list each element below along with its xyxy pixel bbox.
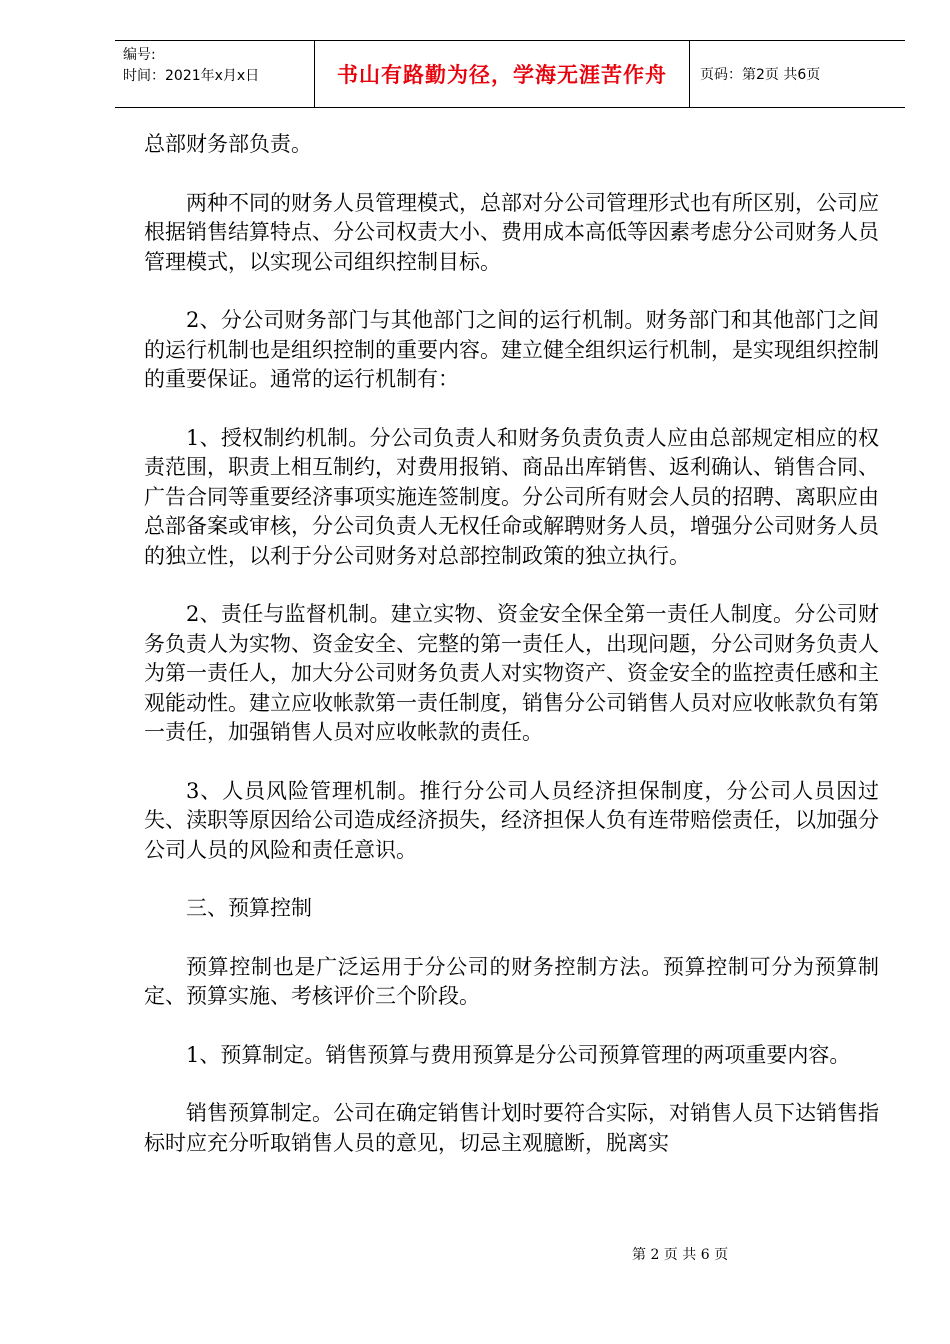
number-label: 编号: — [123, 47, 156, 63]
body-paragraph: 三、预算控制 — [186, 896, 312, 920]
header-motto: 书山有路勤为径，学海无涯苦作舟 — [315, 41, 690, 107]
time-label: 时间：2021年x月x日 — [123, 68, 260, 84]
header-meta — [115, 41, 315, 107]
body-paragraph: 销售预算制定。公司在确定销售计划时要符合实际，对销售人员下达销售指标时应充分听取销售人员的意见，切忌主观臆断，脱离实 — [144, 1101, 879, 1155]
body-paragraph: 预算控制也是广泛运用于分公司的财务控制方法。预算控制可分为预算制定、预算实施、考核评价三个阶段。 — [144, 954, 879, 1008]
body-paragraph: 1、授权制约机制。分公司负责人和财务负责负责人应由总部规定相应的权责范围，职责上相互制约，对费用报销、商品出库销售、返利确认、销售合同、广告合同等重要经济事项实施连签制度。分公司所有财会人员的招聘、离职应由总部备案或审核，分公司负责人无权任命或解聘财务人员，增强分公司财务人员的独立性，以利于分公司财务对总部控制政策的独立执行。 — [144, 425, 879, 568]
header-page-info: 页码：第2页 共6页 — [700, 67, 821, 83]
body-paragraph: 1、预算制定。销售预算与费用预算是分公司预算管理的两项重要内容。 — [186, 1042, 851, 1067]
body-paragraph: 2、责任与监督机制。建立实物、资金安全保全第一责任人制度。分公司财务负责人为实物、资金安全、完整的第一责任人，出现问题，分公司财务负责人为第一责任人，加大分公司财务负责人对实物资产、资金安全的监控责任感和主观能动性。建立应收帐款第一责任制度，销售分公司销售人员对应收帐款负有第一责任，加强销售人员对应收帐款的责任。 — [144, 602, 879, 744]
body-paragraph: 3、人员风险管理机制。推行分公司人员经济担保制度，分公司人员因过失、渎职等原因给公司造成经济损失，经济担保人负有连带赔偿责任，以加强分公司人员的风险和责任意识。 — [144, 778, 879, 862]
body-paragraph: 总部财务部负责。 — [144, 132, 312, 156]
body-paragraph: 两种不同的财务人员管理模式，总部对分公司管理形式也有所区别，公司应根据销售结算特点、分公司权责大小、费用成本高低等因素考虑分公司财务人员管理模式，以实现公司组织控制目标。 — [144, 190, 879, 274]
body-paragraph: 2、分公司财务部门与其他部门之间的运行机制。财务部门和其他部门之间的运行机制也是组织控制的重要内容。建立健全组织运行机制，是实现组织控制的重要保证。通常的运行机制有： — [144, 308, 879, 391]
document-body — [144, 130, 879, 1187]
page-footer: 第 2 页 共 6 页 — [632, 1247, 729, 1263]
page-header — [115, 40, 905, 108]
